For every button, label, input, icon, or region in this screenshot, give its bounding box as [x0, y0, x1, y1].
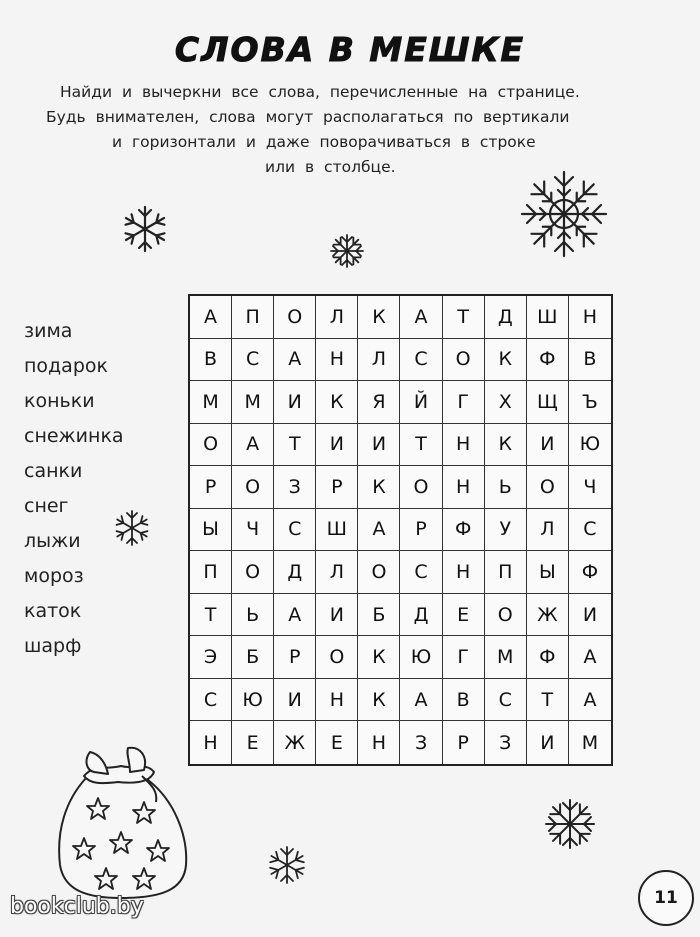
grid-cell[interactable]: И: [316, 424, 358, 467]
grid-cell[interactable]: Ю: [569, 424, 611, 467]
grid-cell[interactable]: О: [232, 466, 274, 509]
grid-cell[interactable]: С: [569, 509, 611, 552]
grid-cell[interactable]: Ф: [527, 636, 569, 679]
grid-cell[interactable]: З: [485, 721, 527, 764]
grid-cell[interactable]: Ш: [316, 509, 358, 552]
grid-cell[interactable]: Д: [274, 551, 316, 594]
grid-cell[interactable]: К: [316, 381, 358, 424]
grid-cell[interactable]: К: [485, 339, 527, 382]
grid-cell[interactable]: Р: [400, 509, 442, 552]
grid-cell[interactable]: К: [358, 296, 400, 339]
grid-cell[interactable]: Ю: [400, 636, 442, 679]
grid-cell[interactable]: Ы: [190, 509, 232, 552]
grid-cell[interactable]: Л: [358, 339, 400, 382]
grid-cell[interactable]: С: [190, 679, 232, 722]
word-search-grid: [188, 294, 613, 766]
grid-cell[interactable]: С: [400, 339, 442, 382]
grid-cell[interactable]: С: [274, 509, 316, 552]
grid-cell[interactable]: Н: [443, 551, 485, 594]
grid-cell[interactable]: Ч: [569, 466, 611, 509]
grid-cell[interactable]: Ъ: [569, 381, 611, 424]
grid-cell[interactable]: А: [274, 339, 316, 382]
grid-cell[interactable]: П: [190, 551, 232, 594]
grid-cell[interactable]: О: [190, 424, 232, 467]
grid-cell[interactable]: А: [358, 509, 400, 552]
grid-cell[interactable]: Е: [316, 721, 358, 764]
grid-cell[interactable]: И: [316, 594, 358, 637]
snowflake-icon: [542, 796, 598, 852]
grid-cell[interactable]: Б: [358, 594, 400, 637]
grid-cell[interactable]: К: [358, 466, 400, 509]
grid-cell[interactable]: Т: [274, 424, 316, 467]
grid-cell[interactable]: К: [358, 679, 400, 722]
page-title: СЛОВА В МЕШКЕ: [174, 30, 526, 69]
grid-cell[interactable]: Ж: [274, 721, 316, 764]
grid-cell[interactable]: О: [358, 551, 400, 594]
grid-cell[interactable]: Н: [569, 296, 611, 339]
grid-cell[interactable]: П: [232, 296, 274, 339]
grid-cell[interactable]: Ш: [527, 296, 569, 339]
instruction-line: или в столбце.: [265, 158, 396, 176]
grid-cell[interactable]: Ы: [527, 551, 569, 594]
instruction-line: Найди и вычеркни все слова, перечисленные на странице.: [60, 83, 580, 101]
word-item: коньки: [24, 390, 95, 412]
word-item: лыжи: [24, 530, 81, 552]
grid-cell[interactable]: Р: [274, 636, 316, 679]
grid-cell[interactable]: Т: [190, 594, 232, 637]
grid-cell[interactable]: И: [527, 424, 569, 467]
word-item: снег: [24, 495, 69, 517]
grid-cell[interactable]: А: [569, 679, 611, 722]
word-item: зима: [24, 320, 73, 342]
grid-cell[interactable]: М: [190, 381, 232, 424]
grid-cell[interactable]: З: [274, 466, 316, 509]
grid-cell[interactable]: Э: [190, 636, 232, 679]
grid-cell[interactable]: А: [569, 636, 611, 679]
grid-cell[interactable]: Т: [527, 679, 569, 722]
grid-cell[interactable]: В: [443, 679, 485, 722]
grid-cell[interactable]: М: [232, 381, 274, 424]
gift-bag-icon: [46, 740, 196, 900]
grid-cell[interactable]: И: [358, 424, 400, 467]
grid-cell[interactable]: Н: [443, 466, 485, 509]
word-item: снежинка: [24, 425, 124, 447]
grid-cell[interactable]: Ж: [527, 594, 569, 637]
grid-cell[interactable]: Ф: [569, 551, 611, 594]
grid-cell[interactable]: У: [485, 509, 527, 552]
grid-cell[interactable]: Л: [316, 551, 358, 594]
grid-cell[interactable]: Т: [400, 424, 442, 467]
grid-cell[interactable]: М: [581, 731, 599, 754]
grid-cell[interactable]: Н: [316, 339, 358, 382]
page-number: 11: [638, 870, 694, 926]
grid-cell[interactable]: И: [527, 721, 569, 764]
word-item: мороз: [24, 565, 84, 587]
grid-cell[interactable]: И: [569, 594, 611, 637]
grid-cell[interactable]: Е: [443, 594, 485, 637]
grid-cell[interactable]: В: [569, 339, 611, 382]
grid-cell[interactable]: Н: [358, 721, 400, 764]
snowflake-icon: [112, 508, 152, 548]
grid-cell[interactable]: З: [400, 721, 442, 764]
word-item: шарф: [24, 635, 82, 657]
grid-cell[interactable]: Т: [443, 296, 485, 339]
grid-cell[interactable]: Ь: [232, 594, 274, 637]
grid-cell[interactable]: Л: [527, 509, 569, 552]
instruction-line: Будь внимателен, слова могут располагаться по вертикали: [46, 108, 570, 126]
grid-cell[interactable]: Н: [316, 679, 358, 722]
grid-cell[interactable]: А: [232, 424, 274, 467]
grid-cell[interactable]: А: [400, 679, 442, 722]
grid-cell[interactable]: Г: [443, 636, 485, 679]
grid-cell[interactable]: Г: [443, 381, 485, 424]
grid-cell[interactable]: О: [485, 594, 527, 637]
grid-cell[interactable]: Д: [400, 594, 442, 637]
snowflake-icon: [118, 202, 172, 256]
word-item: каток: [24, 600, 82, 622]
grid-cell[interactable]: Й: [400, 381, 442, 424]
grid-cell[interactable]: Р: [443, 721, 485, 764]
grid-cell[interactable]: Л: [316, 296, 358, 339]
grid-cell[interactable]: Н: [190, 721, 232, 764]
grid-cell[interactable]: И: [274, 381, 316, 424]
grid-cell[interactable]: С: [400, 551, 442, 594]
word-item: санки: [24, 460, 83, 482]
grid-cell[interactable]: Щ: [527, 381, 569, 424]
snowflake-icon: [518, 168, 610, 260]
snowflake-icon: [328, 232, 366, 270]
grid-cell[interactable]: М: [485, 636, 527, 679]
grid-cell[interactable]: Р: [316, 466, 358, 509]
grid-cell[interactable]: О: [274, 296, 316, 339]
grid-cell[interactable]: К: [485, 424, 527, 467]
grid-cell[interactable]: Е: [232, 721, 274, 764]
grid-cell[interactable]: О: [316, 636, 358, 679]
grid-cell[interactable]: Ф: [443, 509, 485, 552]
snowflake-icon: [266, 844, 308, 886]
grid-cell[interactable]: Б: [232, 636, 274, 679]
grid-cell[interactable]: Р: [190, 466, 232, 509]
grid-cell[interactable]: Д: [485, 296, 527, 339]
grid-cell[interactable]: В: [190, 339, 232, 382]
watermark: bookclub.by: [10, 894, 144, 919]
grid-cell[interactable]: К: [358, 636, 400, 679]
grid-cell[interactable]: Ь: [485, 466, 527, 509]
grid-cell[interactable]: П: [485, 551, 527, 594]
grid-cell[interactable]: О: [527, 466, 569, 509]
grid-cell[interactable]: А: [274, 594, 316, 637]
grid-cell[interactable]: С: [232, 339, 274, 382]
grid-cell[interactable]: Ф: [527, 339, 569, 382]
grid-cell[interactable]: О: [443, 339, 485, 382]
grid-cell[interactable]: Х: [485, 381, 527, 424]
grid-cell[interactable]: И: [274, 679, 316, 722]
grid-cell[interactable]: А: [190, 296, 232, 339]
grid-cell[interactable]: Н: [443, 424, 485, 467]
grid-cell[interactable]: О: [400, 466, 442, 509]
grid-cell[interactable]: С: [485, 679, 527, 722]
grid-cell[interactable]: А: [400, 296, 442, 339]
word-item: подарок: [24, 355, 108, 377]
instruction-line: и горизонтали и даже поворачиваться в строке: [112, 133, 536, 151]
grid-cell[interactable]: Ч: [232, 509, 274, 552]
grid-cell[interactable]: Я: [358, 381, 400, 424]
grid-cell[interactable]: Ю: [232, 679, 274, 722]
grid-cell[interactable]: О: [232, 551, 274, 594]
